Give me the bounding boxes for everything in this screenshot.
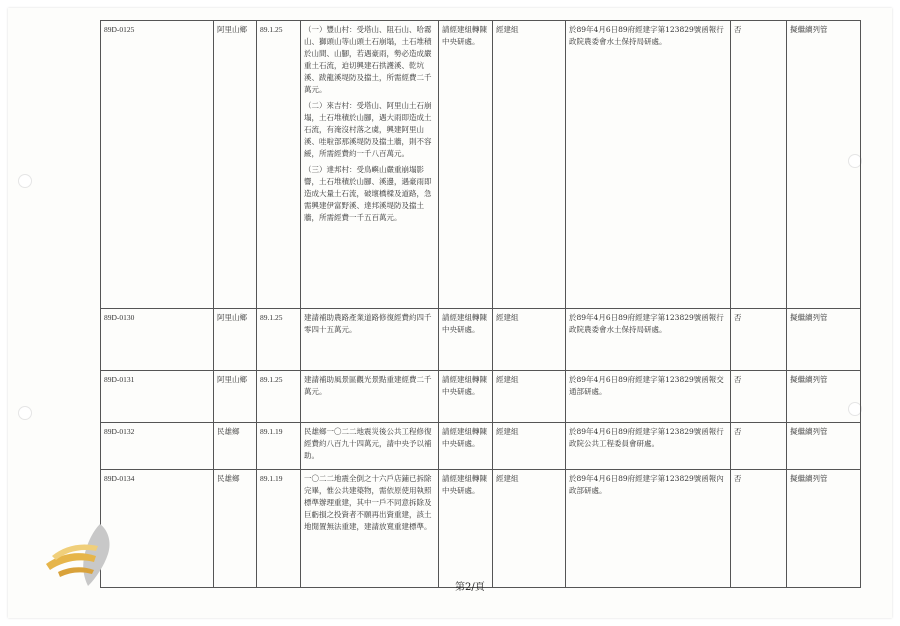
record-date: 89.1.25 (257, 309, 301, 371)
records-body (101, 21, 861, 588)
punch-hole (18, 174, 32, 188)
record-content (301, 21, 439, 309)
record-content (301, 371, 439, 423)
content-paragraph: 一〇二二地震全倒之十六戶店鋪已拆除完畢，惟公共建築物，需依原使用執照標準辦理重建，其中一戶不同意拆除及巨虧損之投資者不願再出資重建，該土地閒置無法重建，建請放寬重建標準。 (304, 474, 432, 531)
record-handling: 請經建組轉陳中央研處。 (439, 309, 493, 371)
record-town: 民雄鄉 (214, 470, 257, 588)
record-reply: 於89年4月6日89府經建字第123829號函報行政院農委會水土保持局研處。 (566, 309, 731, 371)
record-note: 擬繼續列管 (787, 371, 861, 423)
record-town: 民雄鄉 (214, 423, 257, 470)
table-row (101, 21, 861, 309)
record-id: 89D-0134 (101, 470, 214, 588)
record-unit: 經建組 (493, 309, 566, 371)
record-note: 擬繼續列管 (787, 21, 861, 309)
content-paragraph: 民雄鄉一〇二二地震災後公共工程修復經費約八百九十四萬元，請中央予以補助。 (304, 427, 432, 460)
record-unit: 經建組 (493, 423, 566, 470)
record-id: 89D-0132 (101, 423, 214, 470)
record-handling: 請經建組轉陳中央研處。 (439, 470, 493, 588)
record-note: 擬繼續列管 (787, 309, 861, 371)
record-flag: 否 (731, 423, 787, 470)
record-handling: 請經建組轉陳中央研處。 (439, 21, 493, 309)
record-id: 89D-0125 (101, 21, 214, 309)
record-content (301, 470, 439, 588)
record-flag: 否 (731, 470, 787, 588)
punch-hole (18, 406, 32, 420)
record-date: 89.1.19 (257, 423, 301, 470)
record-town: 阿里山鄉 (214, 371, 257, 423)
record-date: 89.1.25 (257, 371, 301, 423)
record-note: 擬繼續列管 (787, 423, 861, 470)
content-paragraph: 建請補助農路產業道路修復經費約四千零四十五萬元。 (304, 313, 432, 334)
record-unit: 經建組 (493, 371, 566, 423)
record-flag: 否 (731, 309, 787, 371)
record-date: 89.1.25 (257, 21, 301, 309)
record-content (301, 423, 439, 470)
table-row (101, 371, 861, 423)
record-unit: 經建組 (493, 470, 566, 588)
table-row (101, 423, 861, 470)
record-town: 阿里山鄉 (214, 21, 257, 309)
records-table (100, 20, 861, 588)
record-handling: 請經建組轉陳中央研處。 (439, 371, 493, 423)
record-reply: 於89年4月6日89府經建字第123829號函報行政院公共工程委員會研處。 (566, 423, 731, 470)
record-flag: 否 (731, 21, 787, 309)
record-unit: 經建組 (493, 21, 566, 309)
emblem-logo (38, 520, 128, 590)
record-reply: 於89年4月6日89府經建字第123829號函報行政院農委會水土保持局研處。 (566, 21, 731, 309)
record-flag: 否 (731, 371, 787, 423)
content-paragraph: （二）來吉村：受塔山、阿里山土石崩塌，土石堆積於山腳，遇大雨即造成土石流，有淹沒村落之虞，興建阿里山溪、哇啦部那溪堤防及擋土牆，則不容緩，所需經費約一千八百萬元。 (304, 101, 432, 158)
record-note: 擬繼續列管 (787, 470, 861, 588)
record-date: 89.1.19 (257, 470, 301, 588)
content-paragraph: （一）豐山村：受塔山、阻石山、哈霧山、獅頭山等山頭土石崩塌，土石堆積於山間、山腳，若遇豪雨，勢必造成嚴重土石流，迫切興建石拱護溪、乾坑溪、跋龍溪堤防及擋土，所需經費二千萬元。 (304, 25, 432, 94)
table-row (101, 309, 861, 371)
table-row (101, 470, 861, 588)
content-paragraph: （三）達邦村：受鳥嶼山嚴重崩塌影響，土石堆積於山腳、溪邊，遇豪雨即造成大量土石流，破壞橋樑及道路，急需興建伊富野溪、達邦溪堤防及擋土牆，所需經費一千五百萬元。 (304, 165, 432, 222)
record-town: 阿里山鄉 (214, 309, 257, 371)
record-id: 89D-0130 (101, 309, 214, 371)
record-id: 89D-0131 (101, 371, 214, 423)
record-handling: 請經建組轉陳中央研處。 (439, 423, 493, 470)
record-content (301, 309, 439, 371)
content-paragraph: 建請補助風景區觀光景點重建經費二千萬元。 (304, 375, 432, 396)
page-number: 第2/頁 (455, 582, 485, 593)
record-reply: 於89年4月6日89府經建字第123829號函報內政部研處。 (566, 470, 731, 588)
record-reply: 於89年4月6日89府經建字第123829號函報交通部研處。 (566, 371, 731, 423)
